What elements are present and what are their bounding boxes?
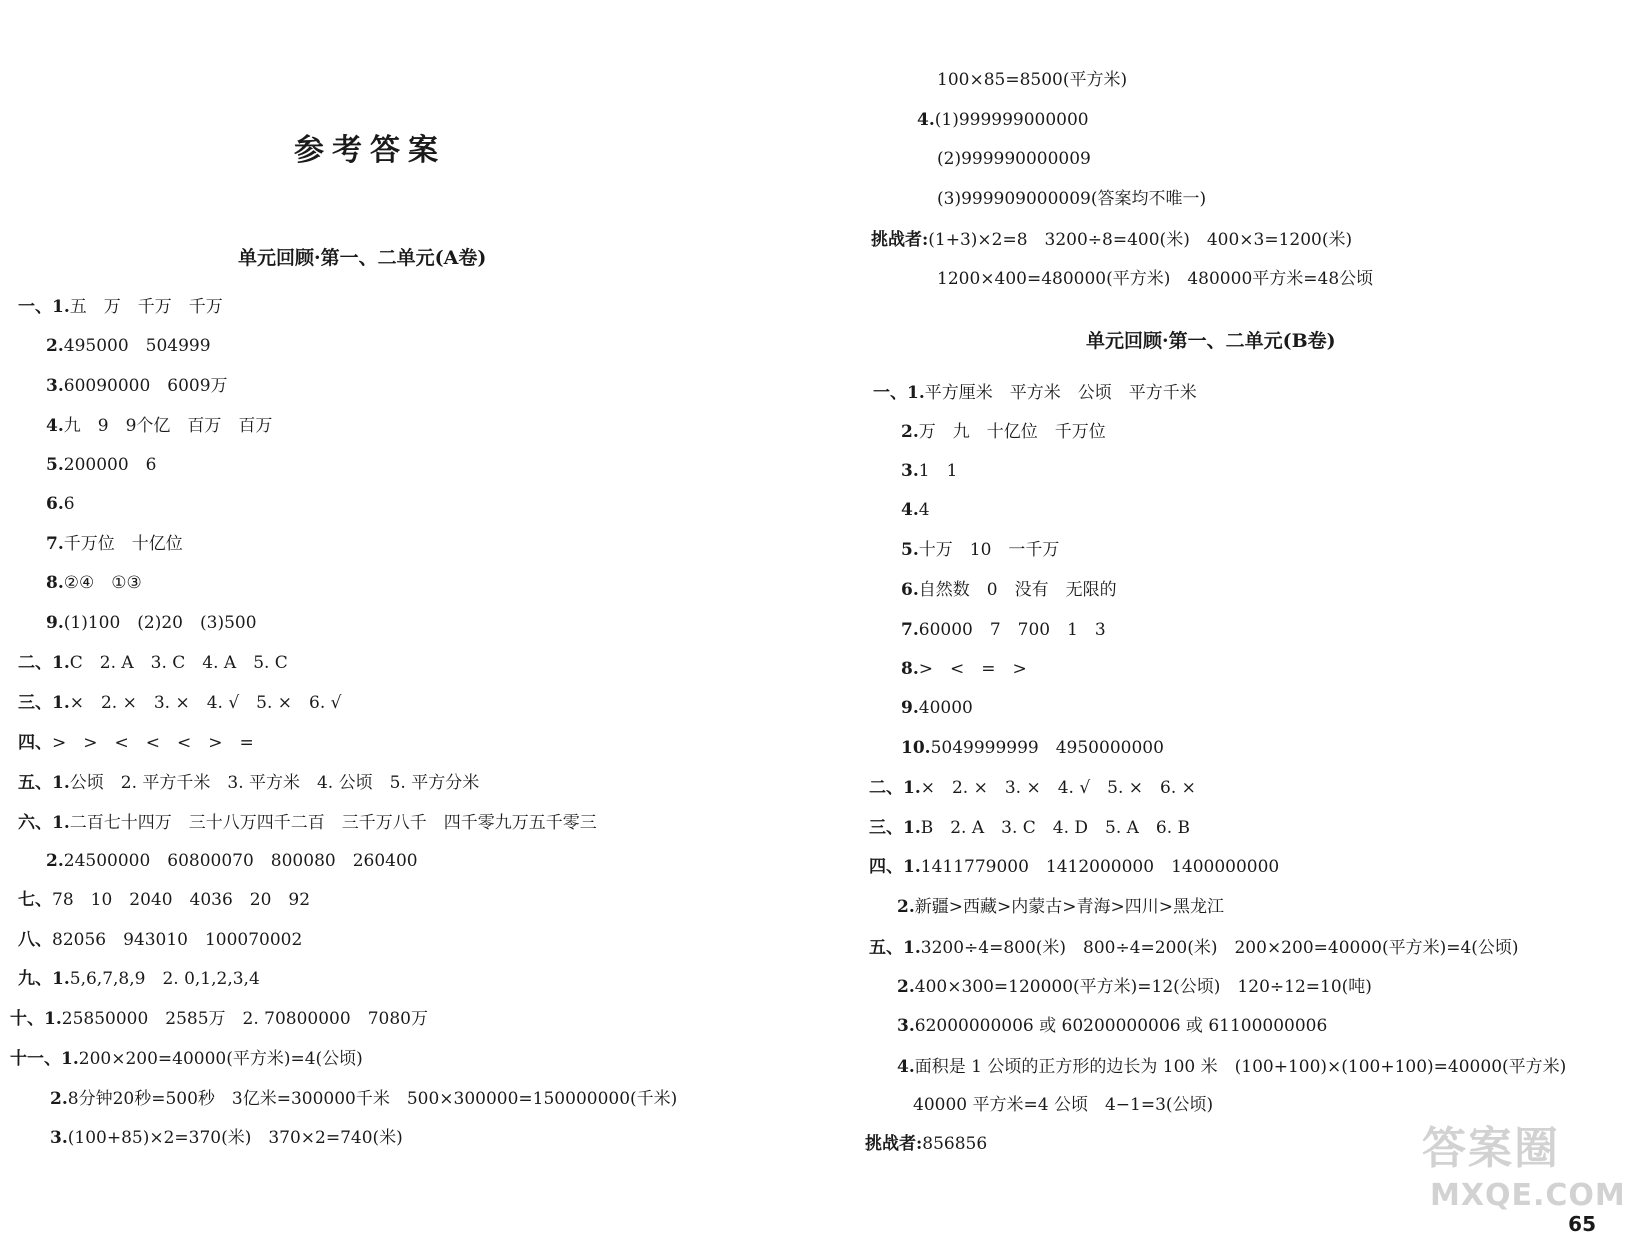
answer-line: 六、1.二百七十四万 三十八万四千二百 三千万八千 四千零九万五千零三 — [18, 813, 597, 833]
answer-line: 四、1.1411779000 1412000000 1400000000 — [869, 857, 1280, 877]
answer-line: 8.②④ ①③ — [46, 573, 142, 593]
answer-line: 七、78 10 2040 4036 20 92 — [18, 890, 311, 910]
answer-line: 二、1.× 2. × 3. × 4. √ 5. × 6. × — [869, 778, 1196, 798]
answer-line: 40000 平方米=4 公顷 4−1=3(公顷) — [913, 1095, 1214, 1115]
answer-line: 五、1.3200÷4=800(米) 800÷4=200(米) 200×200=40000(平方米)=4(公顷) — [869, 938, 1519, 958]
answer-line: 3.1 1 — [901, 461, 958, 481]
answer-line: 4.(1)999999000000 — [917, 110, 1089, 130]
answer-line: 2.万 九 十亿位 千万位 — [901, 422, 1106, 442]
section-heading-a: 单元回顾·第一、二单元(A卷) — [238, 247, 487, 269]
answer-line: 挑战者:(1+3)×2=8 3200÷8=400(米) 400×3=1200(米) — [871, 230, 1353, 250]
answer-line: 4.4 — [901, 500, 930, 520]
answer-line: 3.62000000006 或 60200000006 或 61100000006 — [897, 1016, 1328, 1036]
watermark-url: MXQE.COM — [1430, 1178, 1626, 1213]
right-column — [800, 0, 1600, 1242]
answer-line: 2.495000 504999 — [46, 336, 211, 356]
answer-line: 5.十万 10 一千万 — [901, 540, 1060, 560]
site-watermark — [1422, 1112, 1626, 1213]
answer-line: 十、1.25850000 2585万 2. 70800000 7080万 — [10, 1009, 428, 1029]
answer-line: 7.千万位 十亿位 — [46, 534, 183, 554]
answer-line: 九、1.5,6,7,8,9 2. 0,1,2,3,4 — [18, 969, 260, 989]
answer-line: 10.5049999999 4950000000 — [901, 738, 1164, 758]
section-heading-b: 单元回顾·第一、二单元(B卷) — [1086, 330, 1336, 352]
answer-line: 2.8分钟20秒=500秒 3亿米=300000千米 500×300000=150000000(千米) — [50, 1089, 678, 1109]
answer-line: 十一、1.200×200=40000(平方米)=4(公顷) — [10, 1049, 363, 1069]
answer-line: 一、1.五 万 千万 千万 — [18, 297, 223, 317]
answer-line: 挑战者:856856 — [865, 1134, 988, 1154]
answer-line: 9.(1)100 (2)20 (3)500 — [46, 613, 257, 633]
answer-line: 4.九 9 9个亿 百万 百万 — [46, 416, 273, 436]
page-title: 参考答案 — [294, 133, 446, 168]
answer-line: 一、1.平方厘米 平方米 公顷 平方千米 — [873, 383, 1197, 403]
answer-line: 9.40000 — [901, 698, 973, 718]
answer-line: 1200×400=480000(平方米) 480000平方米=48公顷 — [937, 269, 1374, 289]
answer-line: 3.60090000 6009万 — [46, 376, 228, 396]
answer-line: 100×85=8500(平方米) — [937, 70, 1128, 90]
answer-line: 5.200000 6 — [46, 455, 157, 475]
answer-line: 2.新疆>西藏>内蒙古>青海>四川>黑龙江 — [897, 897, 1224, 917]
answer-line: 6.自然数 0 没有 无限的 — [901, 580, 1117, 600]
answer-line: 6.6 — [46, 494, 75, 514]
answer-line: 2.24500000 60800070 800080 260400 — [46, 851, 418, 871]
answer-line: 8.> < = > — [901, 659, 1027, 679]
watermark-logo: 答案圈 — [1422, 1123, 1560, 1174]
page-number: 65 — [1568, 1212, 1596, 1236]
answer-line: 四、> > < < < > = — [18, 733, 254, 753]
answer-line: 五、1.公顷 2. 平方千米 3. 平方米 4. 公顷 5. 平方分米 — [18, 773, 480, 793]
answer-line: 三、1.B 2. A 3. C 4. D 5. A 6. B — [869, 818, 1191, 838]
answer-line: 4.面积是 1 公顷的正方形的边长为 100 米 (100+100)×(100+100)=40000(平方米) — [897, 1057, 1567, 1077]
answer-line: (3)999909000009(答案均不唯一) — [937, 189, 1207, 209]
answer-line: 2.400×300=120000(平方米)=12(公顷) 120÷12=10(吨) — [897, 977, 1372, 997]
answer-line: 7.60000 7 700 1 3 — [901, 620, 1106, 640]
answer-line: 八、82056 943010 100070002 — [18, 930, 303, 950]
answer-line: (2)999990000009 — [937, 149, 1091, 169]
answer-line: 3.(100+85)×2=370(米) 370×2=740(米) — [50, 1128, 403, 1148]
answer-line: 三、1.× 2. × 3. × 4. √ 5. × 6. √ — [18, 693, 342, 713]
answer-line: 二、1.C 2. A 3. C 4. A 5. C — [18, 653, 288, 673]
left-column — [0, 0, 800, 1242]
